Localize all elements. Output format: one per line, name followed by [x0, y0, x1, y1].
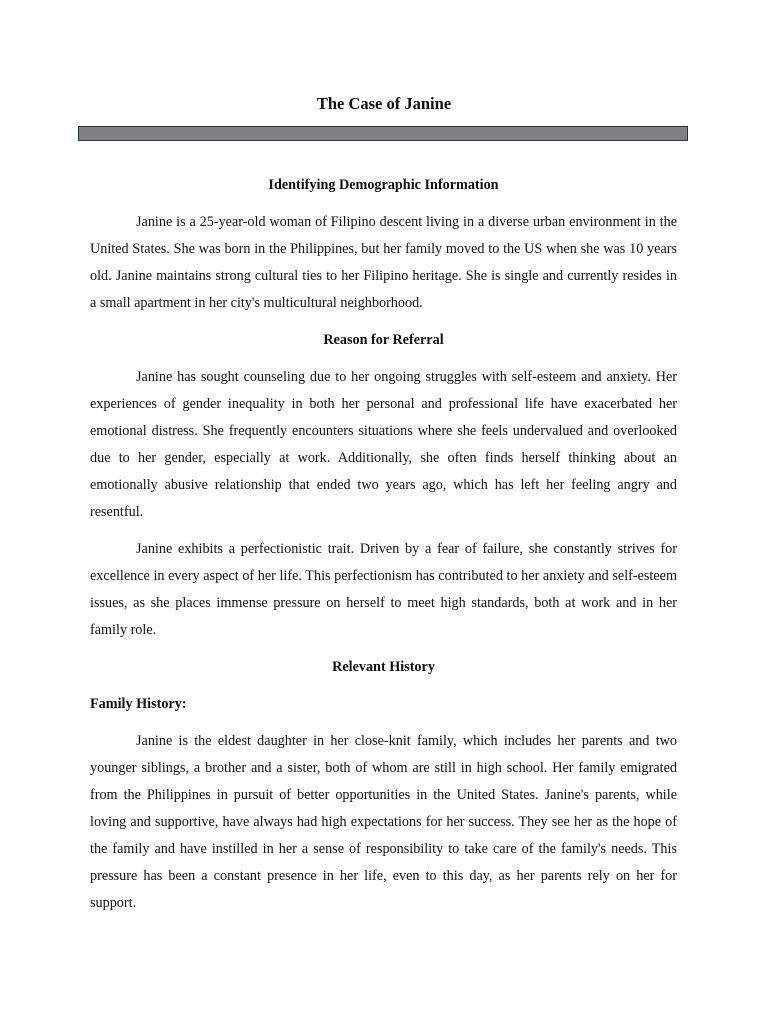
document-title: The Case of Janine	[316, 94, 452, 113]
paragraph-demographics: Janine is a 25-year-old woman of Filipino descent living in a diverse urban environment in the United States. She was born in the Philippines, but her family moved to the US when she was 10 years old. Janine maintains strong cultural ties to her Filipino heritage. She is single and currently resides in a small apartment in her city's multicultural neighborhood.	[90, 214, 677, 311]
heading-demographics: Identifying Demographic Information	[268, 177, 499, 193]
paragraph-family-history: Janine is the eldest daughter in her close-knit family, which includes her parents and two younger siblings, a brother and a sister, both of whom are still in high school. Her family emigrated from the Philippines in pursuit of better opportunities in the United States. Janine's parents, while loving and supportive, have always had high expectations for her success. They see her as the hope of the family and have instilled in her a sense of responsibility to take care of the family's needs. This pressure has been a constant presence in her life, even to this day, as her parents rely on her for support.	[90, 733, 677, 911]
title-divider-bar	[78, 126, 688, 141]
heading-referral: Reason for Referral	[323, 332, 444, 348]
paragraph-referral-1: Janine has sought counseling due to her ongoing struggles with self-esteem and anxiety. Her experiences of gender inequality in both her personal and professional life have exacerbated her emotional distress. She frequently encounters situations where she feels undervalued and overlooked due to her gender, especially at work. Additionally, she often finds herself thinking about an emotionally abusive relationship that ended two years ago, which has left her feeling angry and resentful.	[90, 369, 677, 520]
paragraph-referral-2: Janine exhibits a perfectionistic trait. Driven by a fear of failure, she constantly strives for excellence in every aspect of her life. This perfectionism has contributed to her anxiety and self-esteem issues, as she places immense pressure on herself to meet high standards, both at work and in her family role.	[90, 541, 677, 638]
heading-family-history: Family History:	[90, 696, 187, 712]
document-body	[90, 172, 677, 927]
heading-history: Relevant History	[332, 659, 435, 675]
